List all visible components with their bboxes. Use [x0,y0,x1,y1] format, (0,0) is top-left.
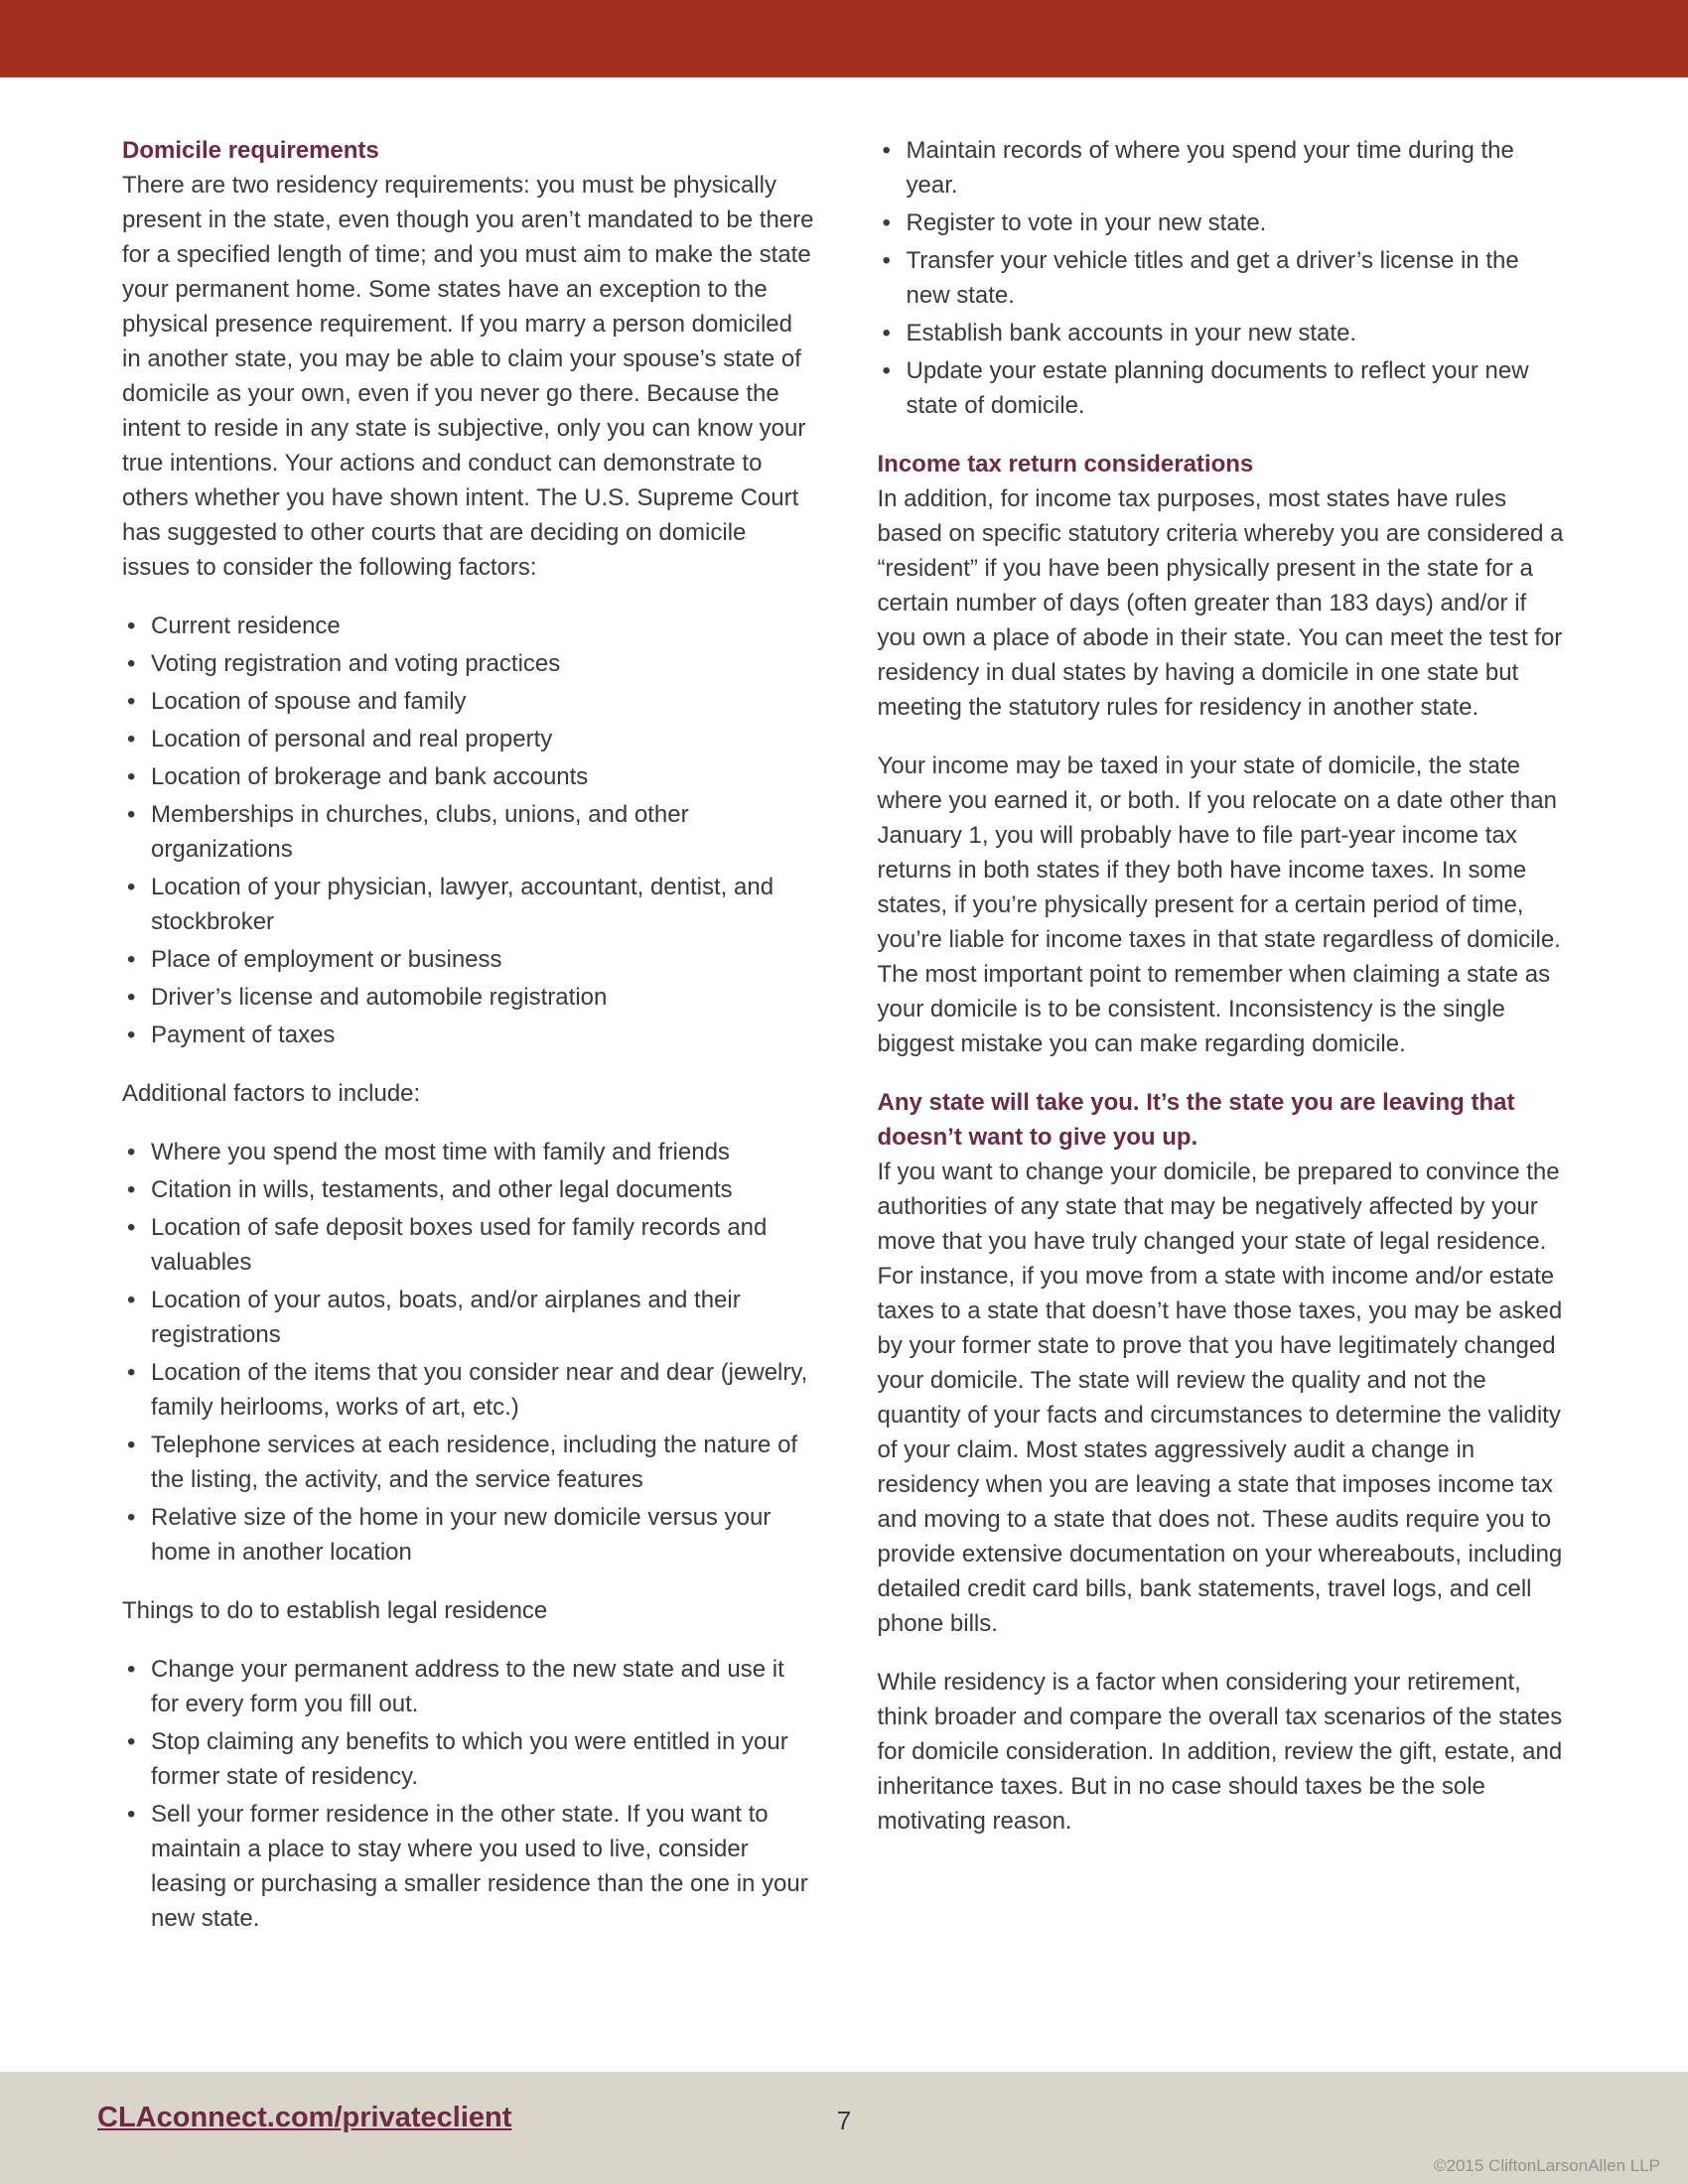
list-things-to-do [122,1652,814,1936]
list-item: • Where you spend the most time with family and friends [122,1135,814,1169]
list-item: • Stop claiming any benefits to which you were entitled in your former state of residency. [122,1724,814,1794]
paragraph-any-state-2: While residency is a factor when considering your retirement, think broader and compare the overall tax scenarios of the states for domicile consideration. In addition, review the gift, estate, and inheritance taxes. But in no case should taxes be the sole motivating reason. [877,1669,1563,1835]
list-item: • Sell your former residence in the other state. If you want to maintain a place to stay where you used to live, consider leasing or purchasing a smaller residence than the one in your new state. [122,1797,814,1936]
list-item: • Register to vote in your new state. [878,205,1570,240]
section-heading-domicile-requirements: Domicile requirements [122,137,379,164]
top-banner [0,0,1688,77]
list-item: • Relative size of the home in your new domicile versus your home in another location [122,1500,814,1570]
list-item: • Change your permanent address to the new state and use it for every form you fill out. [122,1652,814,1721]
list-item: • Citation in wills, testaments, and other legal documents [122,1172,814,1207]
list-item: • Driver’s license and automobile registration [122,980,814,1015]
document-body [122,133,1569,1960]
list-item: • Location of the items that you consider near and dear (jewelry, family heirlooms, works of art, etc.) [122,1355,814,1425]
list-item: • Place of employment or business [122,942,814,977]
footer-site-link[interactable]: CLAconnect.com/privateclient [97,2102,512,2133]
right-column [878,133,1570,1960]
list-item: • Maintain records of where you spend your time during the year. [878,133,1570,203]
paragraph-income-tax-2: Your income may be taxed in your state of domicile, the state where you earned it, or both. If you relocate on a date other than January 1, you will probably have to file part-year income tax returns in both states if they both have income taxes. In some states, if you’re physically present for a certain period of time, you’re liable for income taxes in that state regardless of domicile. The most important point to remember when claiming a state as your domicile is to be consistent. Inconsistency is the single biggest mistake you can make regarding domicile. [877,752,1561,1057]
copyright-notice: ©2015 CliftonLarsonAllen LLP [1433,2156,1660,2175]
label-things-to-do: Things to do to establish legal residence [122,1597,548,1624]
list-item: • Location of brokerage and bank accounts [122,759,814,794]
left-column [122,133,814,1960]
paragraph-domicile-intro: There are two residency requirements: you must be physically present in the state, even though you aren’t mandated to be there for a specified length of time; and you must aim to make the state your permanent home. Some states have an exception to the physical presence requirement. If you marry a person domiciled in another state, you may be able to claim your spouse’s state of domicile as your own, even if you never go there. Because the intent to reside in any state is subjective, only you can know your true intentions. Your actions and conduct can demonstrate to others whether you have shown intent. The U.S. Supreme Court has suggested to other courts that are deciding on domicile issues to consider the following factors: [122,172,814,581]
list-item: • Location of your autos, boats, and/or airplanes and their registrations [122,1283,814,1352]
list-item: • Transfer your vehicle titles and get a driver’s license in the new state. [878,243,1570,313]
footer-bar [0,2072,1688,2184]
list-things-to-do-continued [878,133,1570,423]
list-item: • Telephone services at each residence, including the nature of the listing, the activity, and the service features [122,1428,814,1497]
list-item: • Location of personal and real property [122,722,814,756]
section-heading-income-tax: Income tax return considerations [877,451,1254,478]
section-heading-any-state: Any state will take you. It’s the state you are leaving that doesn’t want to give you up. [877,1089,1515,1151]
list-item: • Location of safe deposit boxes used for family records and valuables [122,1210,814,1280]
list-item: • Establish bank accounts in your new state. [878,316,1570,350]
list-item: • Payment of taxes [122,1018,814,1052]
list-domicile-factors [122,609,814,1052]
list-item: • Location of your physician, lawyer, accountant, dentist, and stockbroker [122,870,814,939]
page-number: 7 [836,2106,852,2135]
list-additional-factors [122,1135,814,1570]
list-item: • Voting registration and voting practices [122,646,814,681]
list-item: • Memberships in churches, clubs, unions, and other organizations [122,797,814,867]
list-item: • Location of spouse and family [122,684,814,719]
label-additional-factors: Additional factors to include: [122,1080,421,1107]
paragraph-any-state-1: If you want to change your domicile, be prepared to convince the authorities of any state that may be negatively affected by your move that you have truly changed your state of legal residence. For instance, if you move from a state with income and/or estate taxes to a state that doesn’t have those taxes, you may be asked by your former state to prove that you have legitimately changed your domicile. The state will review the quality and not the quantity of your facts and circumstances to determine the validity of your claim. Most states aggressively audit a change in residency when you are leaving a state that imposes income tax and moving to a state that does not. These audits require you to provide extensive documentation on your whereabouts, including detailed credit card bills, bank statements, travel logs, and cell phone bills. [877,1159,1563,1637]
list-item: • Current residence [122,609,814,643]
paragraph-income-tax-1: In addition, for income tax purposes, most states have rules based on specific statutory criteria whereby you are considered a “resident” if you have been physically present in the state for a certain number of days (often greater than 183 days) and/or if you own a place of abode in their state. You can meet the test for residency in dual states by having a domicile in one state but meeting the statutory rules for residency in another state. [877,485,1564,721]
list-item: • Update your estate planning documents to reflect your new state of domicile. [878,353,1570,423]
